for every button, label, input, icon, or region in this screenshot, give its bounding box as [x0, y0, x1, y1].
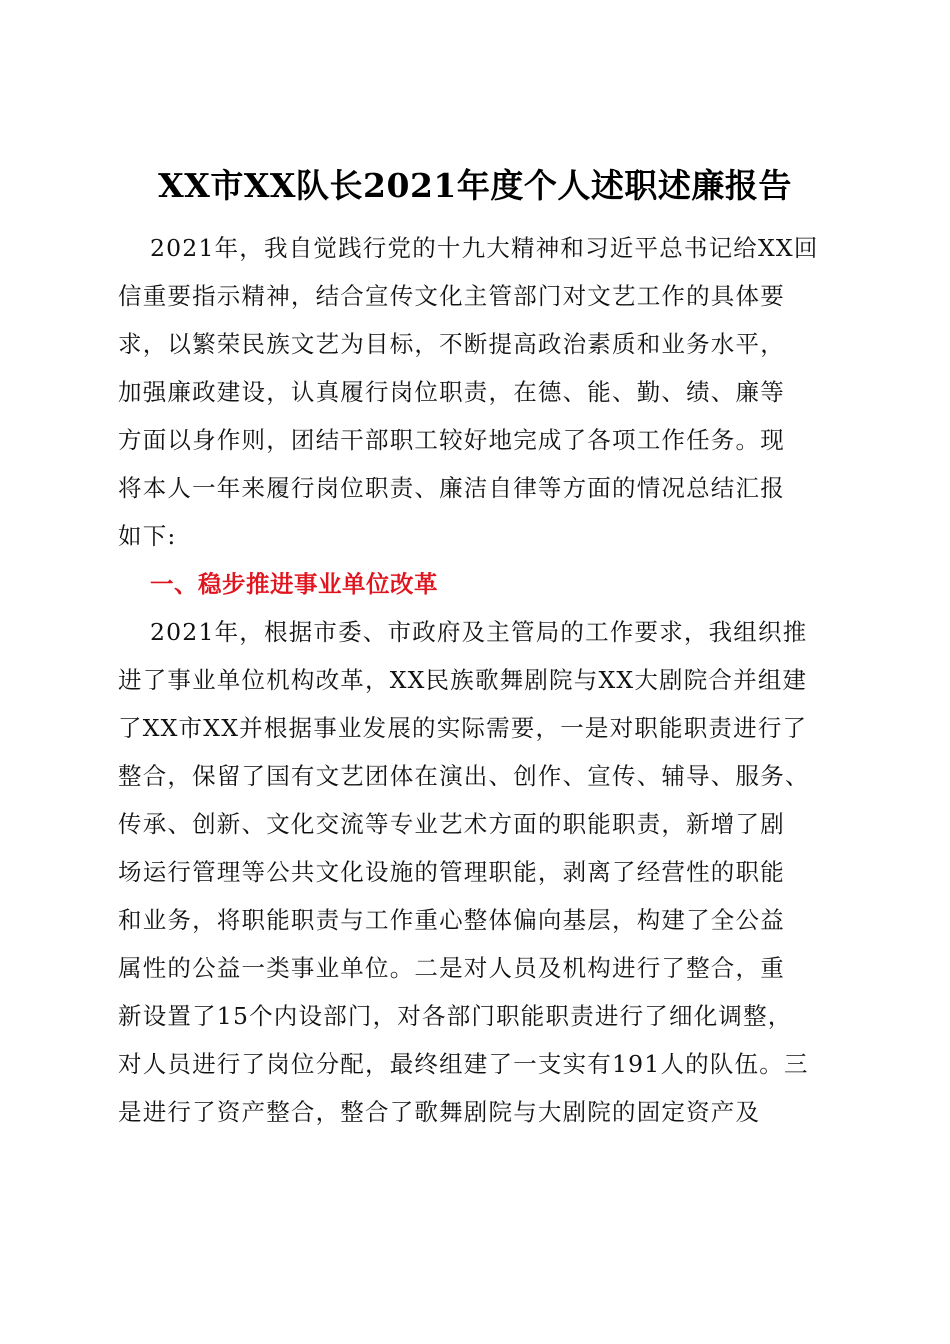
intro-line: 加强廉政建设，认真履行岗位职责，在德、能、勤、绩、廉等: [118, 378, 785, 406]
document-title: XX市XX队长2021年度个人述职述廉报告: [158, 166, 792, 205]
intro-line: 求，以繁荣民族文艺为目标，不断提高政治素质和业务水平，: [118, 330, 785, 358]
body-line: 是进行了资产整合，整合了歌舞剧院与大剧院的固定资产及: [118, 1098, 761, 1126]
body-line: 对人员进行了岗位分配，最终组建了一支实有191人的队伍。三: [118, 1050, 809, 1078]
intro-line: 2021年，我自觉践行党的十九大精神和习近平总书记给XX回: [150, 234, 819, 262]
body-line: 和业务，将职能职责与工作重心整体偏向基层，构建了全公益: [118, 906, 785, 934]
body-line: 场运行管理等公共文化设施的管理职能，剥离了经营性的职能: [118, 858, 785, 886]
body-line: 属性的公益一类事业单位。二是对人员及机构进行了整合，重: [118, 954, 785, 982]
intro-line: 信重要指示精神，结合宣传文化主管部门对文艺工作的具体要: [118, 282, 785, 310]
body-line: 进了事业单位机构改革，XX民族歌舞剧院与XX大剧院合并组建: [118, 666, 808, 694]
section-heading: 一、稳步推进事业单位改革: [150, 570, 438, 598]
body-line: 传承、创新、文化交流等专业艺术方面的职能职责，新增了剧: [118, 810, 785, 838]
intro-line: 将本人一年来履行岗位职责、廉洁自律等方面的情况总结汇报: [118, 474, 785, 502]
intro-line: 如下:: [118, 522, 177, 550]
body-line: 新设置了15个内设部门，对各部门职能职责进行了细化调整，: [118, 1002, 793, 1030]
body-line: 2021年，根据市委、市政府及主管局的工作要求，我组织推: [150, 618, 808, 646]
body-line: 了XX市XX并根据事业发展的实际需要，一是对职能职责进行了: [118, 714, 808, 742]
body-line: 整合，保留了国有文艺团体在演出、创作、宣传、辅导、服务、: [118, 762, 810, 790]
intro-line: 方面以身作则，团结干部职工较好地完成了各项工作任务。现: [118, 426, 785, 454]
